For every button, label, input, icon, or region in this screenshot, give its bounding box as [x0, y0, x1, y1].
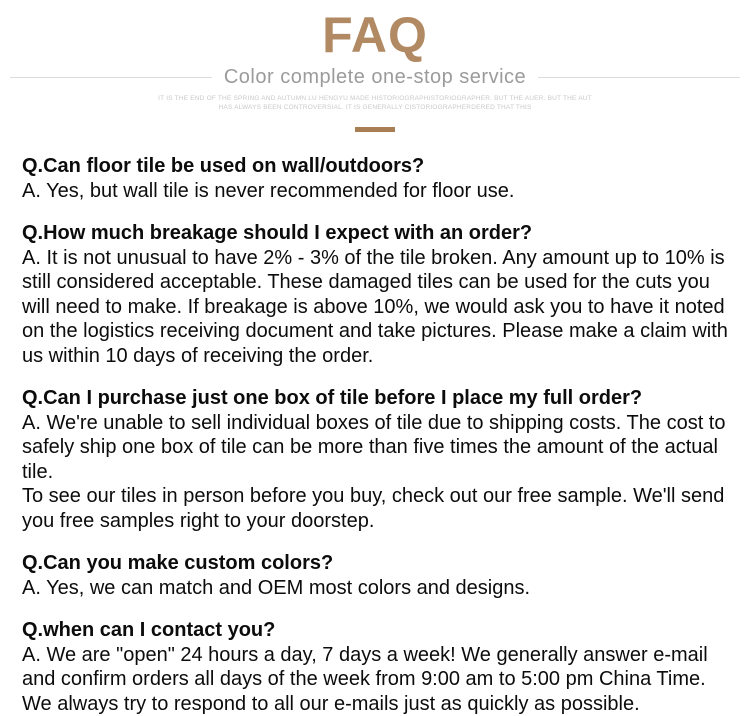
faq-list — [22, 154, 730, 716]
faq-answer: A. Yes, but wall tile is never recommended for floor use. — [22, 179, 515, 202]
faq-answer: A. We are "open" 24 hours a day, 7 days a week! We generally answer e-mail and confirm orders all days of the week from 9:00 am to 5:00 pm China Time. We always try to respond to all our e-mails just as quickly as possible. — [22, 643, 708, 715]
faq-question: Q.when can I contact you? — [22, 619, 276, 641]
faq-item — [22, 386, 730, 533]
faq-item — [22, 221, 730, 368]
fineprint-line-2: HAS ALWAYS BEEN CONTROVERSIAL. IT IS GENERALLY CISTORIOGRAPHERDERED THAT THIS — [218, 104, 532, 111]
page-subtitle: Color complete one-stop service — [223, 66, 527, 88]
faq-answer: A. It is not unusual to have 2% - 3% of the tile broken. Any amount up to 10% is still considered acceptable. These damaged tiles can be used for the cuts you will need to make. If breakage is above 10%, we would ask you to have it noted on the logistics receiving document and take pictures. Please make a claim with us within 10 days of receiving the order. — [22, 246, 728, 367]
fineprint — [0, 94, 750, 112]
faq-item — [22, 154, 730, 203]
page-title: FAQ — [322, 7, 428, 63]
faq-header — [0, 0, 750, 132]
faq-item — [22, 618, 730, 716]
fineprint-line-1: IT IS THE END OF THE SPRING AND AUTUMN LU HENGYU MADE HISTORIOGRAPHISTORIOGRAPHER. BUT THE AUER. BUT THE AUT — [158, 95, 592, 102]
subtitle-row — [10, 66, 740, 89]
faq-item — [22, 551, 730, 600]
accent-divider — [355, 127, 395, 132]
faq-question: Q.Can I purchase just one box of tile before I place my full order? — [22, 387, 643, 409]
faq-answer: A. Yes, we can match and OEM most colors and designs. — [22, 576, 531, 599]
faq-answer: A. We're unable to sell individual boxes of tile due to shipping costs. The cost to safely ship one box of tile can be more than five times the amount of the actual tile. — [22, 411, 726, 483]
faq-answer: To see our tiles in person before you buy, check out our free sample. We'll send you free samples right to your doorstep. — [22, 485, 725, 532]
right-rule-divider — [538, 77, 740, 78]
left-rule-divider — [10, 77, 212, 78]
faq-question: Q.Can you make custom colors? — [22, 552, 334, 574]
faq-question: Q.Can floor tile be used on wall/outdoors? — [22, 155, 425, 177]
faq-question: Q.How much breakage should I expect with an order? — [22, 222, 533, 244]
